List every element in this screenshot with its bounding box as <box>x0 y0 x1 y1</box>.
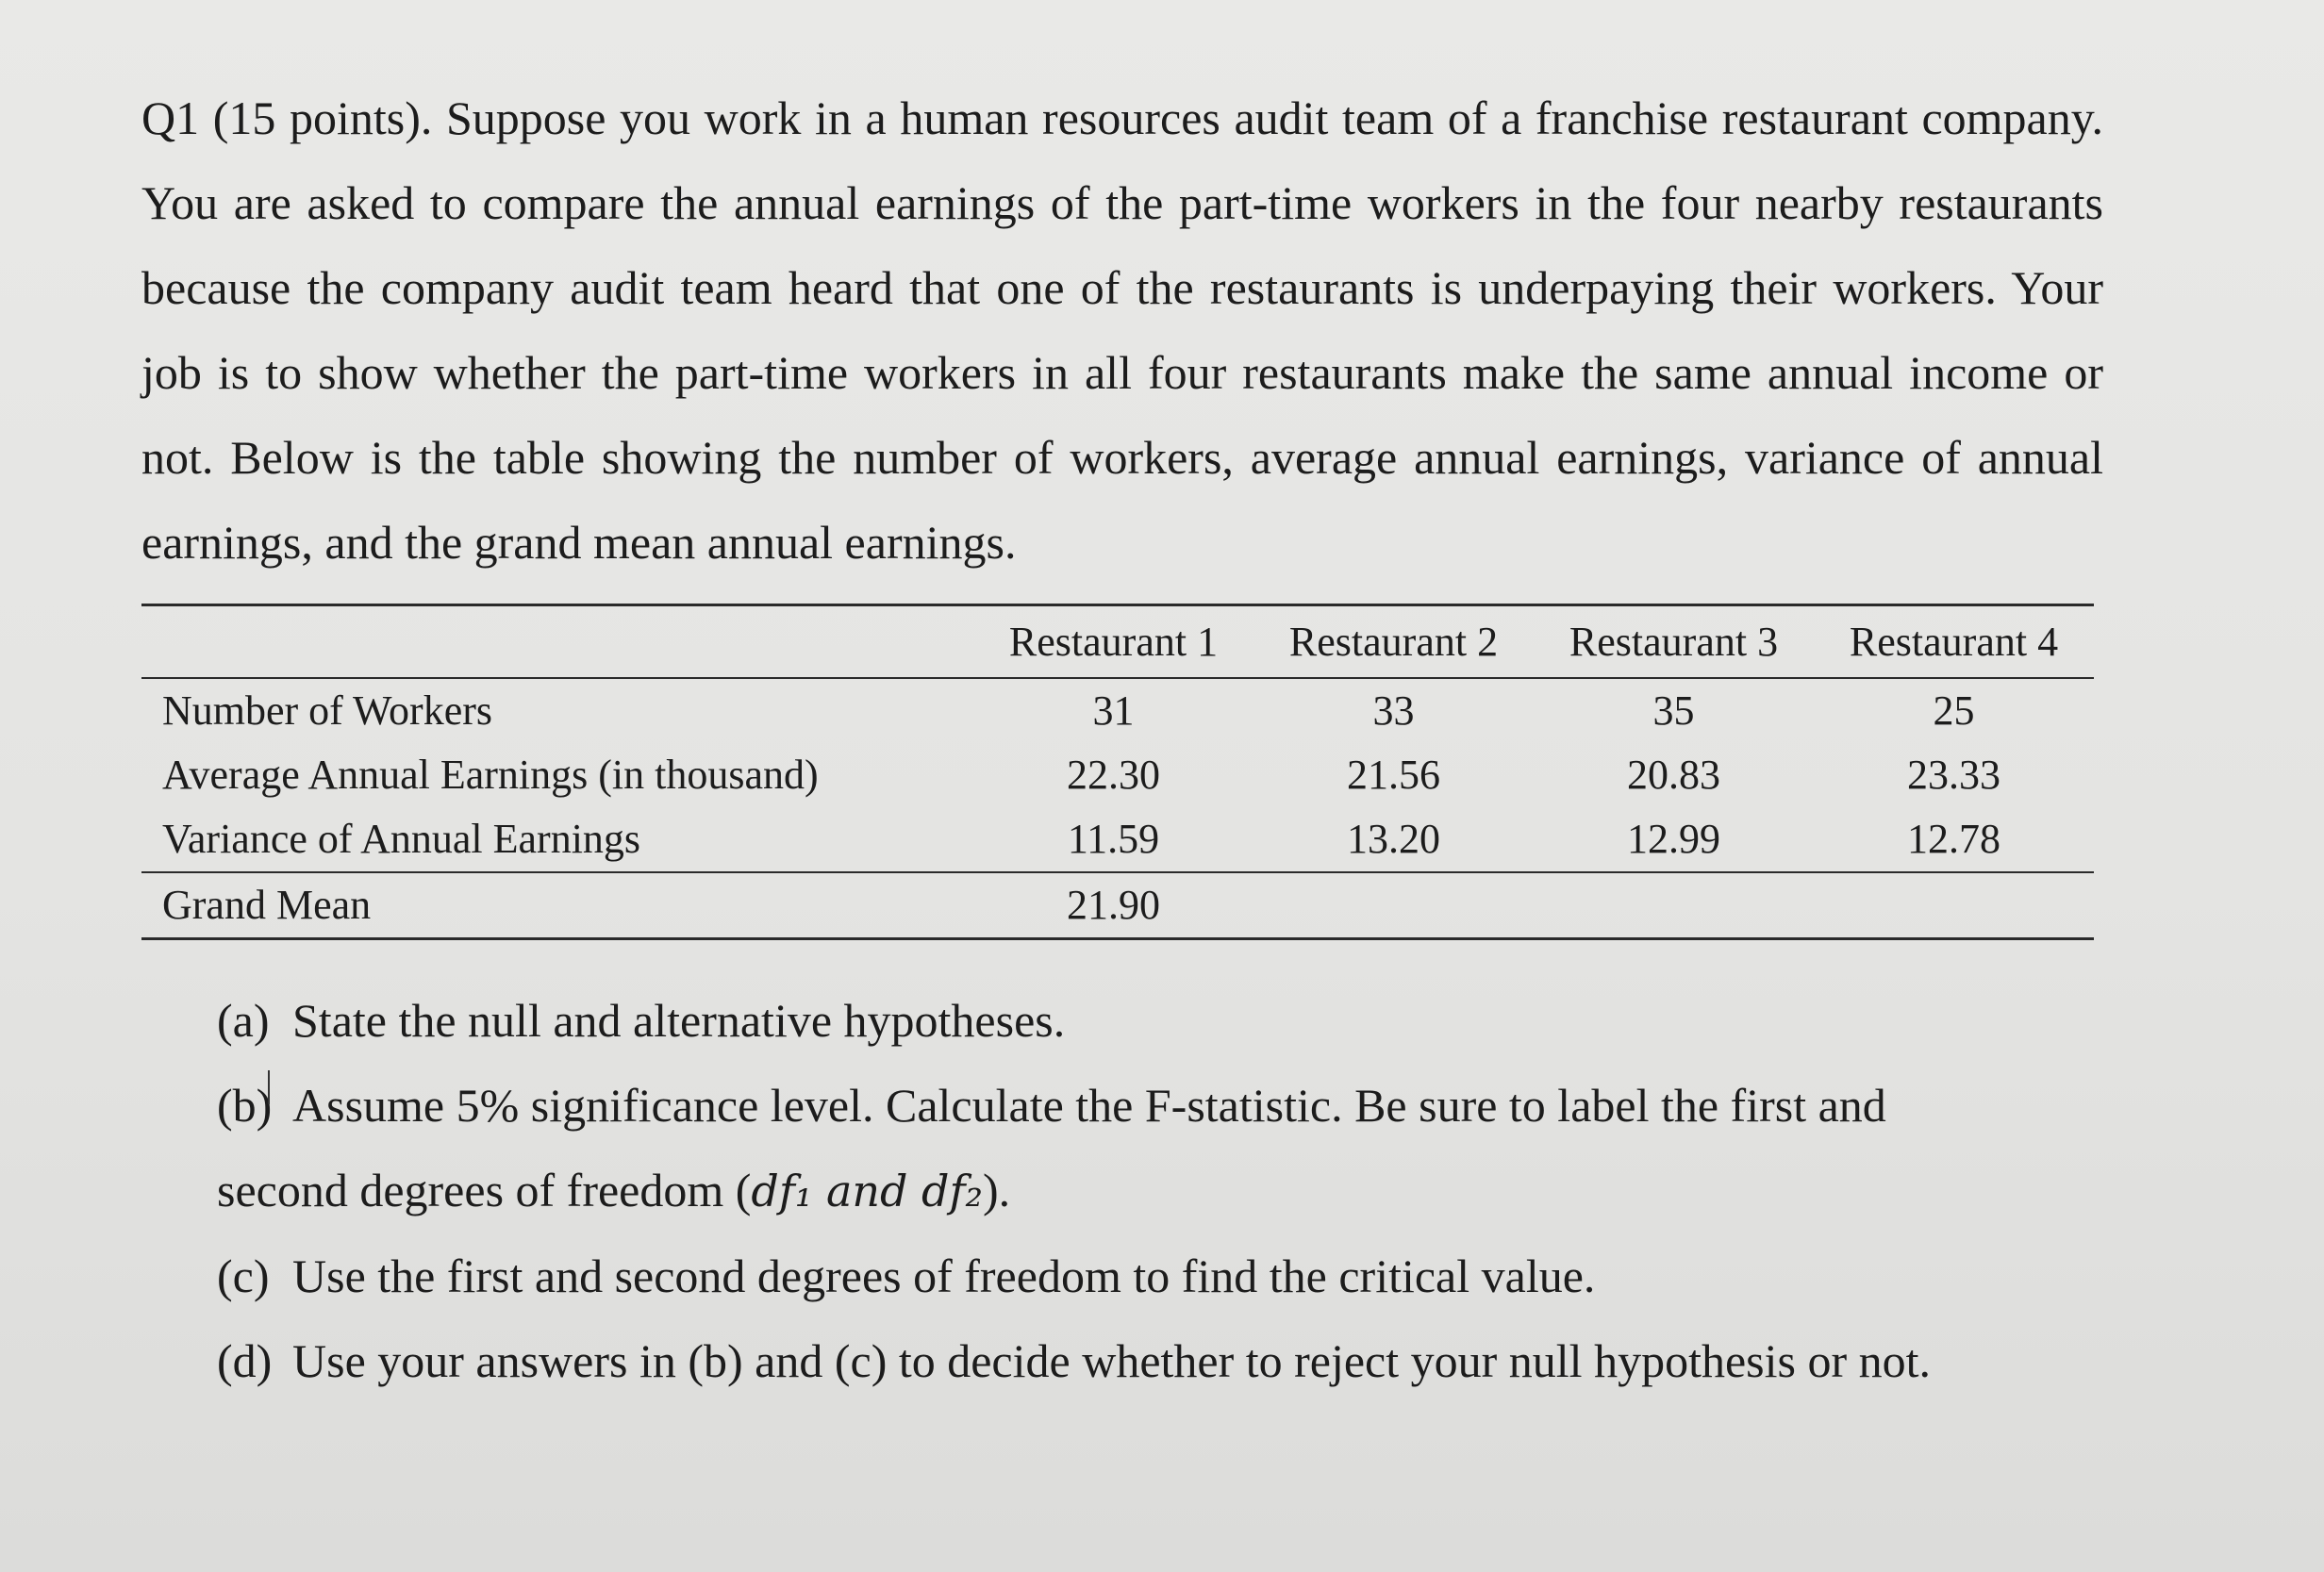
part-b-continuation <box>217 1148 2103 1233</box>
row-label: Number of Workers <box>162 687 493 734</box>
header-restaurant-2: Restaurant 2 <box>1288 619 1499 665</box>
row-label: Average Annual Earnings (in thousand) <box>162 752 819 798</box>
cell-value: 23.33 <box>1907 752 2000 798</box>
part-d <box>217 1318 2103 1403</box>
part-c <box>217 1233 2103 1318</box>
cell-value: 35 <box>1652 687 1695 734</box>
cell-value: 13.20 <box>1347 816 1440 862</box>
cell-value: 20.83 <box>1627 752 1720 798</box>
text-cursor-icon <box>268 1070 279 1104</box>
header-restaurant-1: Restaurant 1 <box>1008 619 1219 665</box>
data-table-container <box>141 604 2094 940</box>
part-a <box>217 978 2103 1063</box>
question-intro: Q1 (15 points). Suppose you work in a human resources audit team of a franchise restaurant company. You are asked to compare the annual earnings of the part-time workers in the four nearby restaurants because the company audit team heard that one of the restaurants is underpaying their workers. Your job is to show whether the part-time workers in all four restaurants make the same annual income or not. Below is the table showing the number of workers, average annual earnings, variance of annual earnings, and the grand mean annual earnings. <box>141 91 2103 569</box>
cell-value: 33 <box>1372 687 1415 734</box>
cell-value: 22.30 <box>1067 752 1160 798</box>
empty-cell <box>1253 872 1534 939</box>
grand-mean-label: Grand Mean <box>162 882 372 928</box>
row-label: Variance of Annual Earnings <box>162 816 641 862</box>
table-header-row <box>141 605 2094 679</box>
cell-value: 12.78 <box>1907 816 2000 862</box>
cell-value: 25 <box>1933 687 1975 734</box>
part-b-cont-suffix: ). <box>982 1164 1011 1216</box>
empty-cell <box>1814 872 2094 939</box>
grand-mean-value: 21.90 <box>1067 882 1160 928</box>
cell-value: 31 <box>1092 687 1135 734</box>
grand-mean-row <box>141 872 2094 939</box>
part-tag: (b) <box>217 1063 292 1148</box>
header-restaurant-3: Restaurant 3 <box>1569 619 1779 665</box>
empty-cell <box>1534 872 1814 939</box>
header-restaurant-4: Restaurant 4 <box>1849 619 2059 665</box>
part-b-cont-prefix: second degrees of freedom ( <box>217 1164 752 1216</box>
question-parts <box>141 978 2103 1403</box>
part-text: Use your answers in (b) and (c) to decide whether to reject your null hypothesis or not. <box>292 1334 1932 1387</box>
cell-value: 12.99 <box>1627 816 1720 862</box>
part-b <box>217 1063 2103 1148</box>
part-tag: (c) <box>217 1249 270 1302</box>
document-page <box>141 75 2103 1403</box>
table-row <box>141 807 2094 872</box>
header-empty <box>141 605 973 679</box>
cell-value: 21.56 <box>1347 752 1440 798</box>
degrees-of-freedom-math: df₁ and df₂ <box>751 1166 983 1216</box>
cell-value: 11.59 <box>1067 816 1160 862</box>
restaurant-earnings-table <box>141 604 2094 940</box>
part-text: State the null and alternative hypotheses. <box>292 994 1066 1047</box>
part-tag: (d) <box>217 1334 273 1387</box>
part-tag: (a) <box>217 994 270 1047</box>
table-row <box>141 743 2094 807</box>
part-text: Use the first and second degrees of freedom to find the critical value. <box>292 1249 1596 1302</box>
table-row <box>141 678 2094 743</box>
part-text: Assume 5% significance level. Calculate the F-statistic. Be sure to label the first and <box>292 1079 1886 1132</box>
